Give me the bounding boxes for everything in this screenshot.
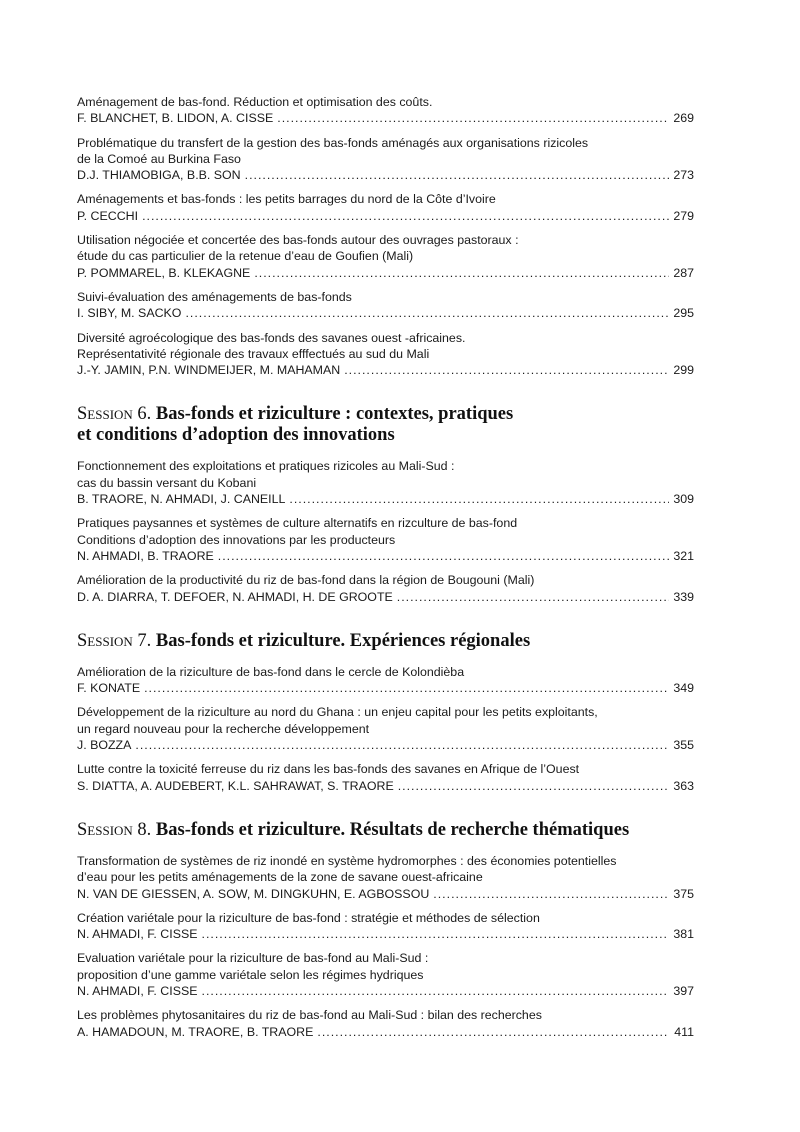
toc-entry[interactable] [77,572,694,605]
dot-leader [277,110,669,126]
entry-author-line [77,589,694,605]
toc-entry[interactable] [77,191,694,224]
entry-authors: J.-Y. JAMIN, P.N. WINDMEIJER, M. MAHAMAN [77,363,341,378]
entry-title-line: Représentativité régionale des travaux efffectués au sud du Mali [77,346,430,361]
entry-title-line: Problématique du transfert de la gestion des bas-fonds aménagés aux organisations rizicoles [77,135,589,150]
entry-title-line: Transformation de systèmes de riz inondé en système hydromorphes : des économies potentielles [77,853,617,868]
dot-leader [398,778,669,794]
toc-entry[interactable] [77,515,694,564]
entry-title-line: Création variétale pour la riziculture de bas-fond : stratégie et méthodes de sélection [77,910,540,925]
entry-page-number: 363 [673,778,694,793]
entry-page-number: 269 [673,111,694,126]
entry-authors: S. DIATTA, A. AUDEBERT, K.L. SAHRAWAT, S. TRAORE [77,778,394,793]
session-label: Session 6. [77,404,152,425]
entry-title-line: Diversité agroécologique des bas-fonds des savanes ouest -africaines. [77,330,466,345]
entry-page-number: 381 [673,927,694,942]
entry-title-line: d’eau pour les petits aménagements de la zone de savane ouest-africaine [77,870,483,885]
dot-leader [289,491,669,507]
session-heading-line [77,820,694,841]
entry-author-line [77,1024,694,1040]
dot-leader [397,589,669,605]
toc-entry[interactable] [77,910,694,943]
entry-page-number: 397 [673,983,694,998]
entry-author-line [77,491,694,507]
entry-authors: D.J. THIAMOBIGA, B.B. SON [77,168,241,183]
entry-title-line: Lutte contre la toxicité ferreuse du riz dans les bas-fonds des savanes en Afrique de l’Ouest [77,762,580,777]
entry-title-line: Suivi-évaluation des aménagements de bas-fonds [77,289,352,304]
entry-page-number: 299 [673,363,694,378]
entry-authors: N. AHMADI, F. CISSE [77,983,198,998]
entry-authors: N. VAN DE GIESSEN, A. SOW, M. DINGKUHN, E. AGBOSSOU [77,886,430,901]
entry-authors: N. AHMADI, B. TRAORE [77,548,214,563]
toc-group-continued [77,94,694,378]
session-title-text: Bas-fonds et riziculture : contextes, pratiques [155,404,514,425]
session-heading-line [77,631,694,652]
entry-author-line [77,265,694,281]
entry-title-line: proposition d’une gamme variétale selon les régimes hydriques [77,967,424,982]
dot-leader [185,305,669,321]
toc-content [77,94,694,1048]
dot-leader [344,362,669,378]
entry-author-line [77,886,694,902]
entry-page-number: 295 [673,306,694,321]
session-heading-line [77,404,694,425]
entry-author-line [77,208,694,224]
entry-title-line: Aménagements et bas-fonds : les petits barrages du nord de la Côte d’Ivoire [77,192,496,207]
session-label: Session 7. [77,630,152,651]
session-heading [77,820,694,841]
entry-title-line: Conditions d’adoption des innovations par les producteurs [77,532,396,547]
entry-authors: B. TRAORE, N. AHMADI, J. CANEILL [77,492,286,507]
toc-entry[interactable] [77,1007,694,1040]
entry-author-line [77,680,694,696]
entry-authors: P. CECCHI [77,208,139,223]
session-heading [77,404,694,446]
dot-leader [317,1024,669,1040]
dot-leader [254,265,669,281]
toc-entry[interactable] [77,761,694,794]
entry-page-number: 411 [674,1024,694,1039]
toc-entry[interactable] [77,94,694,127]
session-title-text: Bas-fonds et riziculture. Résultats de recherche thématiques [155,819,630,840]
session-heading [77,631,694,652]
dot-leader [202,983,670,999]
toc-entry[interactable] [77,330,694,379]
session-title-text: et conditions d’adoption des innovations [77,425,395,446]
entry-page-number: 309 [673,492,694,507]
entry-title-line: Pratiques paysannes et systèmes de culture alternatifs en rizculture de bas-fond [77,516,518,531]
toc-entry[interactable] [77,853,694,902]
toc-session-6 [77,404,694,604]
entry-title-line: Amélioration de la riziculture de bas-fond dans le cercle de Kolondièba [77,664,465,679]
entry-page-number: 273 [673,168,694,183]
dot-leader [245,167,669,183]
entry-title-line: cas du bassin versant du Kobani [77,475,257,490]
session-heading-line [77,425,694,446]
entry-author-line [77,305,694,321]
entry-title-line: Fonctionnement des exploitations et pratiques rizicoles au Mali-Sud : [77,459,455,474]
entry-title-line: Utilisation négociée et concertée des bas-fonds autour des ouvrages pastoraux : [77,233,519,248]
dot-leader [135,737,669,753]
toc-entry[interactable] [77,704,694,753]
dot-leader [202,926,670,942]
entry-authors: A. HAMADOUN, M. TRAORE, B. TRAORE [77,1024,314,1039]
entry-author-line [77,983,694,999]
toc-entry[interactable] [77,458,694,507]
toc-entry[interactable] [77,289,694,322]
toc-session-7 [77,631,694,794]
entry-author-line [77,110,694,126]
entry-authors: F. KONATE [77,681,141,696]
entry-page-number: 321 [673,548,694,563]
entry-author-line [77,926,694,942]
entry-page-number: 355 [673,738,694,753]
entry-title-line: un regard nouveau pour la recherche développement [77,721,370,736]
entry-title-line: de la Comoé au Burkina Faso [77,151,241,166]
toc-entry[interactable] [77,232,694,281]
toc-entry[interactable] [77,135,694,184]
session-title-text: Bas-fonds et riziculture. Expériences régionales [155,630,531,651]
entry-title-line: Amélioration de la productivité du riz de bas-fond dans la région de Bougouni (Mali) [77,573,535,588]
dot-leader [144,680,669,696]
entry-page-number: 339 [673,589,694,604]
entry-title-line: étude du cas particulier de la retenue d’eau de Goufien (Mali) [77,249,414,264]
entry-author-line [77,362,694,378]
entry-authors: P. POMMAREL, B. KLEKAGNE [77,265,251,280]
entry-page-number: 287 [673,265,694,280]
dot-leader [433,886,669,902]
entry-author-line [77,737,694,753]
entry-title-line: Les problèmes phytosanitaires du riz de bas-fond au Mali-Sud : bilan des recherches [77,1008,542,1023]
entry-authors: F. BLANCHET, B. LIDON, A. CISSE [77,111,274,126]
session-label: Session 8. [77,819,152,840]
toc-entry[interactable] [77,950,694,999]
entry-page-number: 375 [673,886,694,901]
entry-author-line [77,778,694,794]
entry-page-number: 279 [673,208,694,223]
dot-leader [218,548,669,564]
entry-author-line [77,167,694,183]
entry-authors: I. SIBY, M. SACKO [77,306,182,321]
entry-title-line: Aménagement de bas-fond. Réduction et optimisation des coûts. [77,95,433,109]
entry-authors: D. A. DIARRA, T. DEFOER, N. AHMADI, H. DE GROOTE [77,589,393,604]
toc-session-8 [77,820,694,1040]
entry-title-line: Evaluation variétale pour la riziculture de bas-fond au Mali-Sud : [77,951,429,966]
entry-authors: J. BOZZA [77,738,132,753]
entry-title-line: Développement de la riziculture au nord du Ghana : un enjeu capital pour les petits exploitants, [77,705,598,720]
dot-leader [142,208,669,224]
entry-author-line [77,548,694,564]
toc-entry[interactable] [77,664,694,697]
entry-authors: N. AHMADI, F. CISSE [77,927,198,942]
entry-page-number: 349 [673,681,694,696]
